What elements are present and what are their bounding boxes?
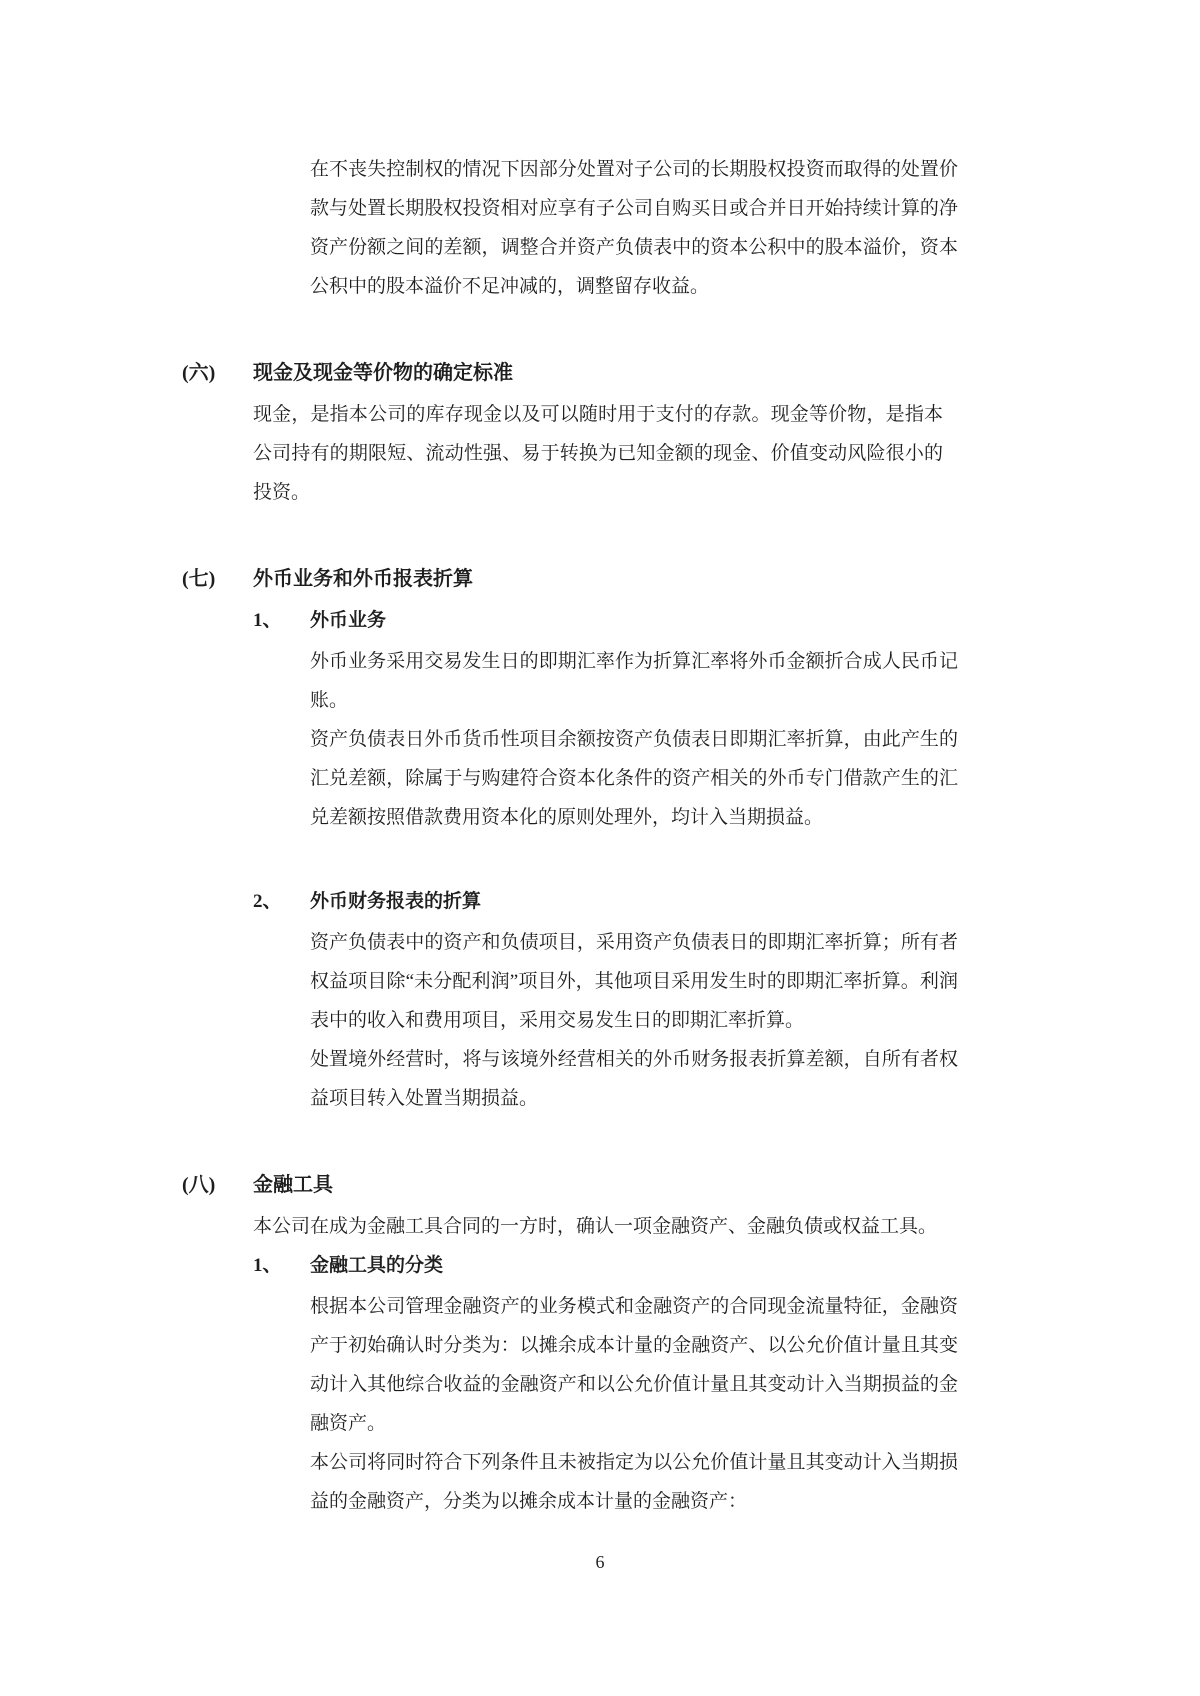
section-foreign-currency: [182, 560, 972, 1118]
subsection-title: 外币财务报表的折算: [310, 891, 482, 912]
section-paragraph: 本公司在成为金融工具合同的一方时，确认一项金融资产、金融负债或权益工具。: [253, 1216, 938, 1237]
section-paragraph: 现金，是指本公司的库存现金以及可以随时用于支付的存款。现金等价物，是指本公司持有的期限短、流动性强、易于转换为已知金额的现金、价值变动风险很小的投资。: [253, 404, 943, 503]
subsection-paragraph: 处置境外经营时，将与该境外经营相关的外币财务报表折算差额，自所有者权益项目转入处置当期损益。: [310, 1049, 958, 1109]
section-label: (八): [182, 1174, 216, 1196]
subsection-paragraph: 资产负债表中的资产和负债项目，采用资产负债表日的即期汇率折算；所有者权益项目除“未分配利润”项目外，其他项目采用发生时的即期汇率折算。利润表中的收入和费用项目，采用交易发生日的即期汇率折算。: [310, 932, 958, 1031]
page-number: 6: [595, 1552, 605, 1572]
subsection-foreign-statement-translation: [182, 882, 972, 1118]
section-title: 外币业务和外币报表折算: [253, 568, 473, 590]
subsection-paragraph: 根据本公司管理金融资产的业务模式和金融资产的合同现金流量特征，金融资产于初始确认时分类为：以摊余成本计量的金融资产、以公允价值计量且其变动计入其他综合收益的金融资产和以公允价值计量且其变动计入当期损益的金融资产。: [310, 1296, 958, 1434]
section-heading: [182, 560, 972, 599]
subsection-heading: [253, 601, 972, 640]
section-label: (七): [182, 568, 216, 590]
subsection-paragraph: 本公司将同时符合下列条件且未被指定为以公允价值计量且其变动计入当期损益的金融资产，分类为以摊余成本计量的金融资产：: [310, 1452, 958, 1512]
subsection-paragraph: 资产负债表日外币货币性项目余额按资产负债表日即期汇率折算，由此产生的汇兑差额，除属于与购建符合资本化条件的资产相关的外币专门借款产生的汇兑差额按照借款费用资本化的原则处理外，均计入当期损益。: [310, 729, 958, 828]
section-title: 金融工具: [253, 1174, 333, 1196]
section-label: (六): [182, 362, 216, 384]
section-heading: [182, 1166, 972, 1205]
subsection-foreign-currency-business: [182, 601, 972, 837]
section-financial-instruments: [182, 1166, 972, 1521]
subsection-number: 1、: [253, 1255, 282, 1276]
subsection-paragraph: 外币业务采用交易发生日的即期汇率作为折算汇率将外币金额折合成人民币记账。: [310, 651, 958, 711]
section-cash-equivalents: [182, 354, 972, 512]
section-title: 现金及现金等价物的确定标准: [253, 362, 513, 384]
page-content: [182, 150, 972, 1521]
subsection-heading: [253, 1246, 972, 1285]
subsection-heading: [253, 882, 972, 921]
continuation-paragraph: 在不丧失控制权的情况下因部分处置对子公司的长期股权投资而取得的处置价款与处置长期股权投资相对应享有子公司自购买日或合并日开始持续计算的净资产份额之间的差额，调整合并资产负债表中的资本公积中的股本溢价，资本公积中的股本溢价不足冲减的，调整留存收益。: [310, 159, 958, 297]
subsection-financial-instrument-classification: [182, 1246, 972, 1521]
subsection-title: 外币业务: [310, 610, 387, 631]
subsection-number: 2、: [253, 891, 282, 912]
subsection-title: 金融工具的分类: [310, 1255, 444, 1276]
subsection-number: 1、: [253, 610, 282, 631]
section-heading: [182, 354, 972, 393]
